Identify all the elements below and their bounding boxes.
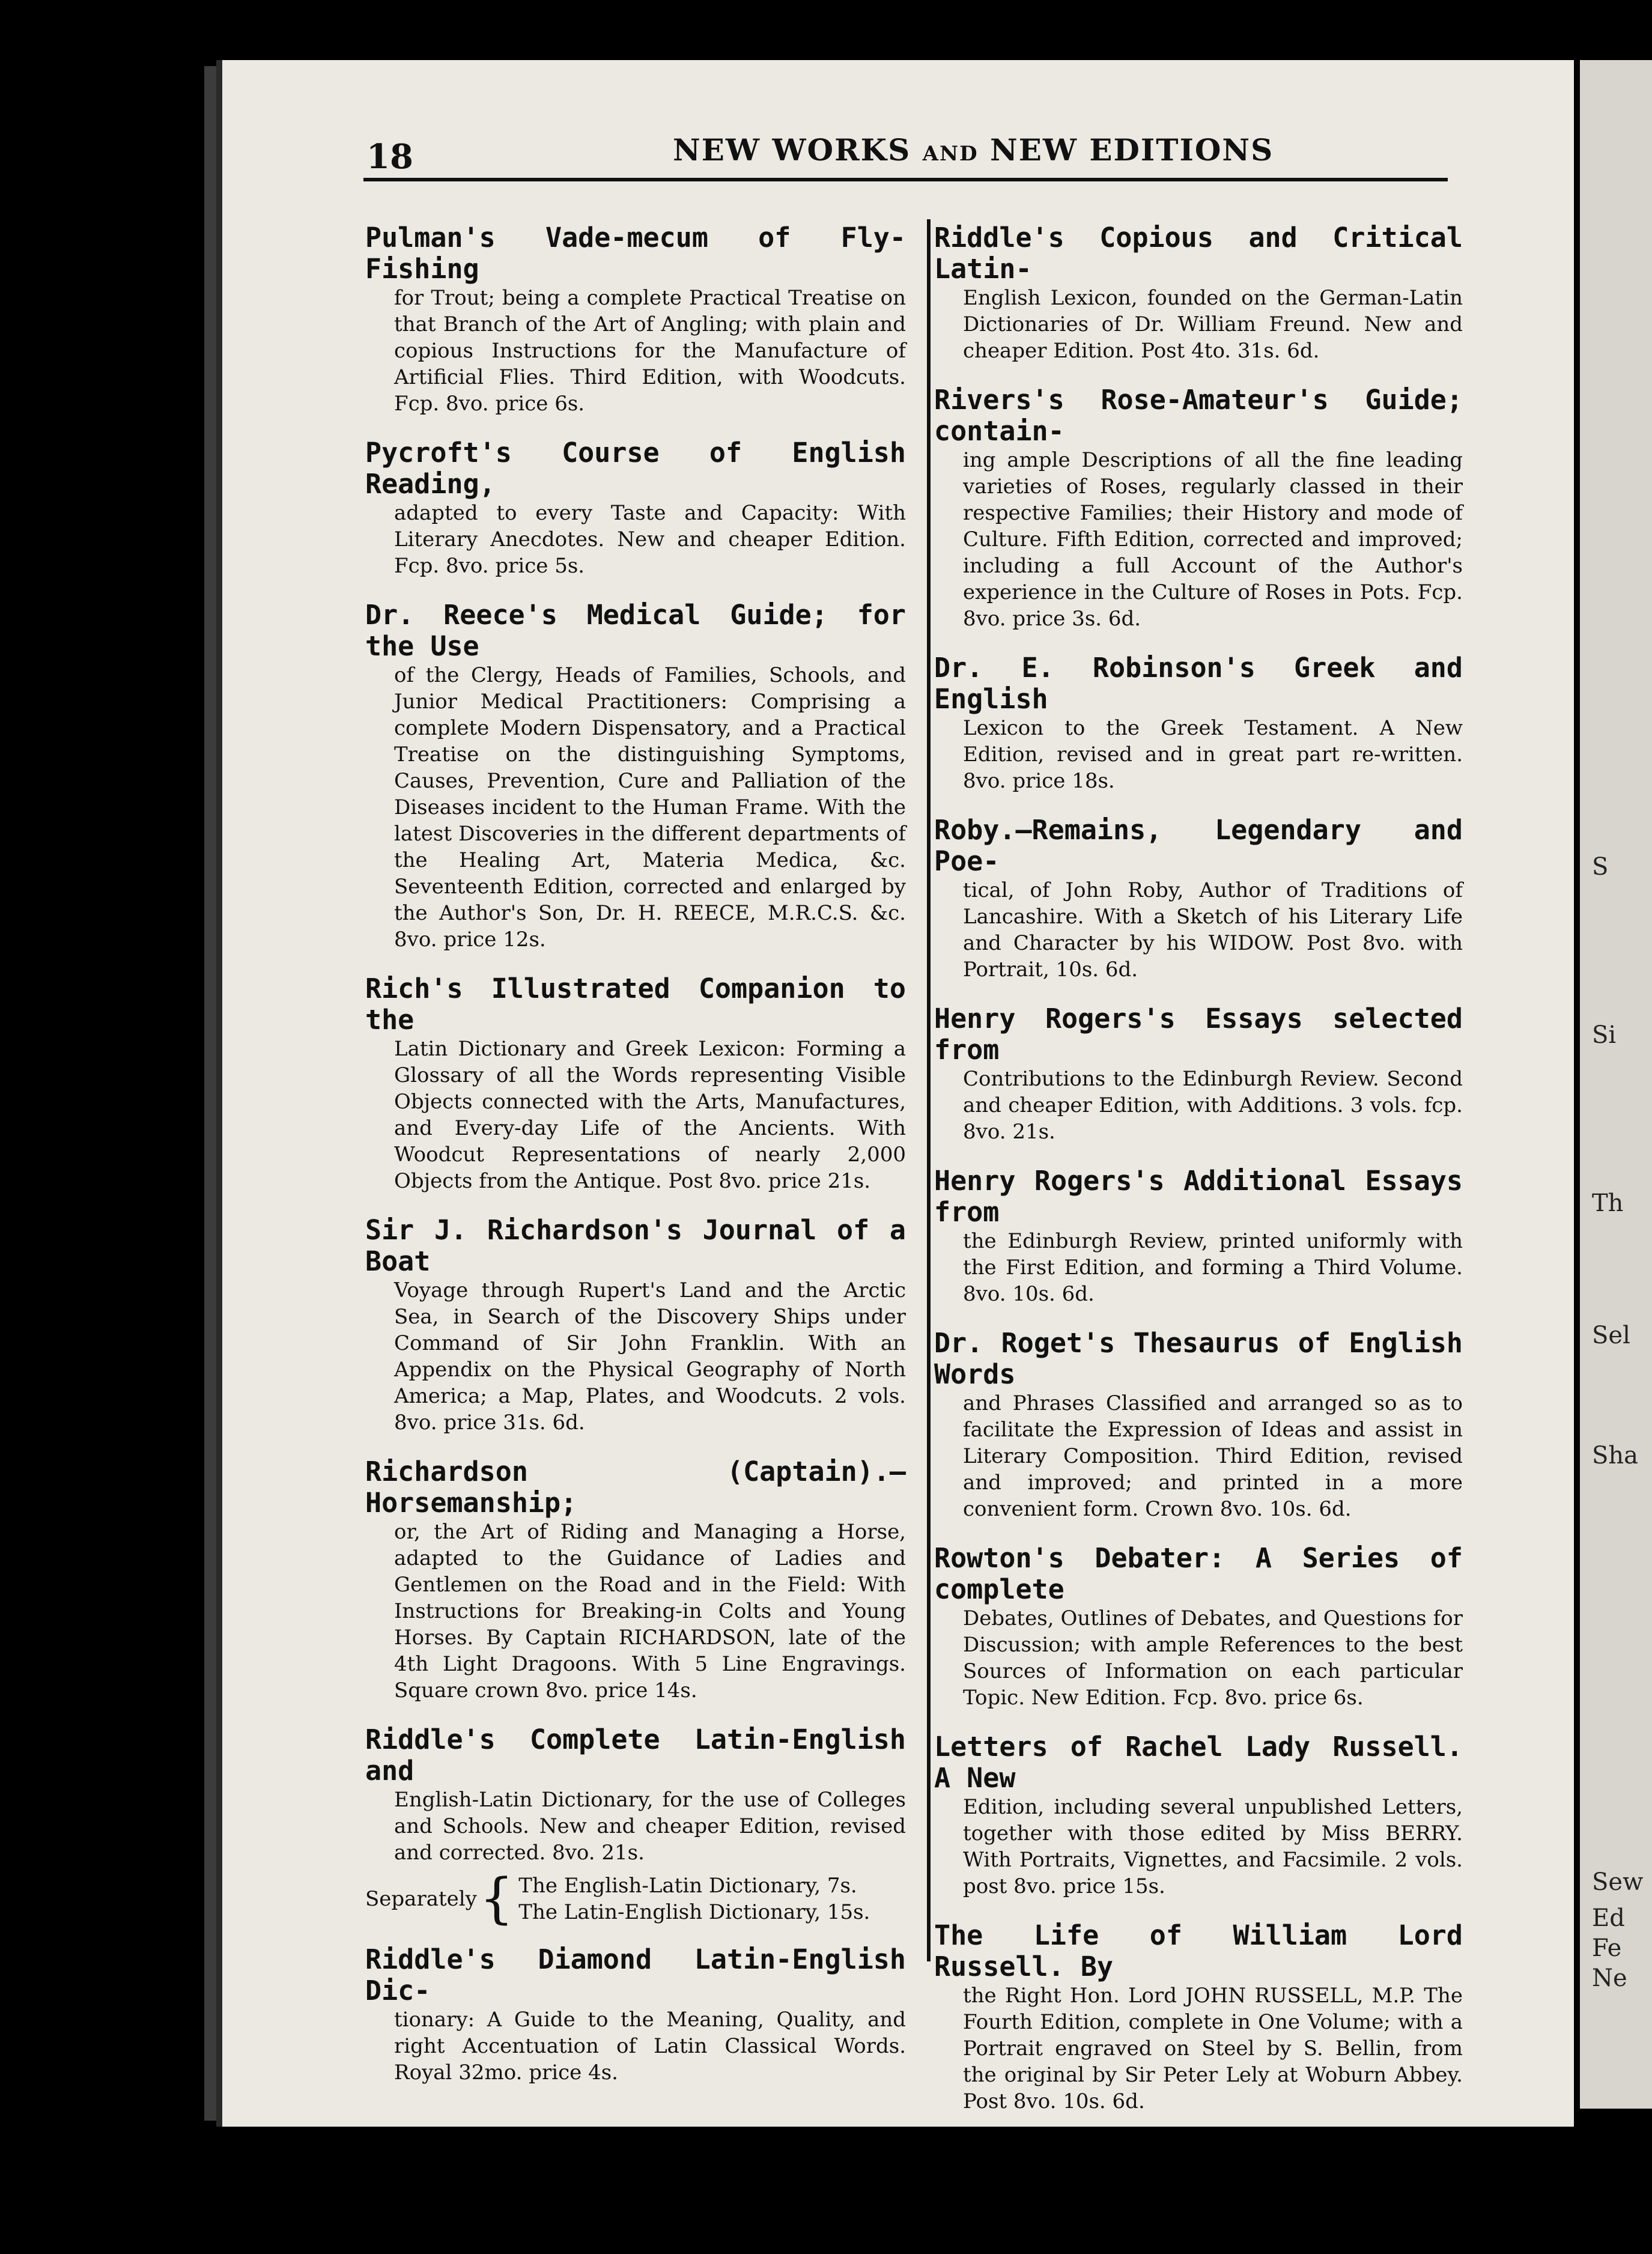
left-column	[365, 222, 906, 2106]
entry-heading: The Life of William Lord Russell. By	[934, 1919, 1463, 1982]
entry-heading: Pycroft's Course of English Reading,	[365, 437, 906, 500]
catalog-entry	[934, 1731, 1463, 1900]
separately-item: The English-Latin Dictionary, 7s.	[518, 1874, 857, 1898]
separately-label: Separately	[365, 1887, 477, 1911]
catalog-entry	[934, 1543, 1463, 1711]
running-head	[673, 132, 1274, 168]
facing-page-fragment: Ne	[1592, 1964, 1627, 1992]
entry-heading: Richardson (Captain).—Horsemanship;	[365, 1456, 906, 1519]
entry-heading: Dr. Reece's Medical Guide; for the Use	[365, 599, 906, 662]
catalog-entry	[934, 222, 1463, 364]
entry-body: ing ample Descriptions of all the fine leading varieties of Roses, regularly classed in their respective Families; their History and mode of Culture. Fifth Edition, corrected and improved; including a full Account of the Author's experience in the Culture of Roses in Pots. Fcp. 8vo. price 3s. 6d.	[963, 448, 1463, 631]
catalog-entry	[934, 384, 1463, 632]
catalog-entry	[934, 1165, 1463, 1307]
entry-body: tionary: A Guide to the Meaning, Quality, and right Accentuation of Latin Classical Words. Royal 32mo. price 4s.	[394, 2008, 906, 2085]
brace-glyph: {	[479, 1867, 514, 1930]
entry-heading: Rivers's Rose-Amateur's Guide; contain-	[934, 384, 1463, 447]
entry-heading: Dr. E. Robinson's Greek and English	[934, 652, 1463, 715]
catalog-entry	[365, 973, 906, 1194]
entry-body: English Lexicon, founded on the German-Latin Dictionaries of Dr. William Freund. New and cheaper Edition. Post 4to. 31s. 6d.	[963, 286, 1463, 363]
entry-body: and Phrases Classified and arranged so as to facilitate the Expression of Ideas and assist in Literary Composition. Third Edition, revised and improved; and printed in a more convenient form. Crown 8vo. 10s. 6d.	[963, 1391, 1463, 1521]
entry-heading: Riddle's Diamond Latin-English Dic-	[365, 1943, 906, 2006]
entry-body: of the Clergy, Heads of Families, Schools, and Junior Medical Practitioners: Comprising a complete Modern Dispensatory, and a Practical Treatise on the distinguishing Symptoms, Causes, Prevention, Cure and Palliation of the Diseases incident to the Human Frame. With the latest Discoveries in the different departments of the Healing Art, Materia Medica, &c. Seventeenth Edition, corrected and enlarged by the Author's Son, Dr. H. REECE, M.R.C.S. &c. 8vo. price 12s.	[394, 663, 906, 952]
separately-item: The Latin-English Dictionary, 15s.	[518, 1900, 870, 1924]
facing-page-fragment: Sha	[1592, 1442, 1639, 1469]
running-head-part2: NEW EDITIONS	[990, 132, 1274, 168]
entry-body: Voyage through Rupert's Land and the Arctic Sea, in Search of the Discovery Ships under Command of Sir John Franklin. With an Appendix on the Physical Geography of North America; a Map, Plates, and Woodcuts. 2 vols. 8vo. price 31s. 6d.	[394, 1278, 906, 1435]
entry-body: adapted to every Taste and Capacity: With Literary Anecdotes. New and cheaper Edition. Fcp. 8vo. price 5s.	[394, 501, 906, 578]
catalog-entry	[365, 1215, 906, 1436]
facing-page-fragment: Sel	[1592, 1322, 1630, 1349]
facing-page-fragment: Si	[1592, 1021, 1617, 1049]
entry-body: Latin Dictionary and Greek Lexicon: Forming a Glossary of all the Words representing Visible Objects connected with the Arts, Manufactures, and Every-day Life of the Ancients. With Woodcut Representations of nearly 2,000 Objects from the Antique. Post 8vo. price 21s.	[394, 1037, 906, 1193]
entry-heading: Henry Rogers's Essays selected from	[934, 1003, 1463, 1066]
entry-heading: Letters of Rachel Lady Russell. A New	[934, 1731, 1463, 1794]
entry-body: tical, of John Roby, Author of Traditions of Lancashire. With a Sketch of his Literary Life and Character by his WIDOW. Post 8vo. with Portrait, 10s. 6d.	[963, 878, 1463, 982]
page-number: 18	[366, 137, 413, 177]
entry-heading: Rowton's Debater: A Series of complete	[934, 1542, 1463, 1605]
facing-page-fragment: Fe	[1592, 1934, 1622, 1962]
facing-page-fragment: Ed	[1592, 1904, 1625, 1932]
catalog-entry	[365, 600, 906, 953]
catalog-entry	[365, 1944, 906, 2086]
catalog-entry	[365, 1724, 906, 1866]
catalog-entry	[365, 437, 906, 579]
entry-body: or, the Art of Riding and Managing a Horse, adapted to the Guidance of Ladies and Gentlemen on the Road and in the Field: With Instructions for Breaking-in Colts and Young Horses. By Captain RICHARDSON, late of the 4th Light Dragoons. With 5 Line Engravings. Square crown 8vo. price 14s.	[394, 1520, 906, 1703]
entry-body: English-Latin Dictionary, for the use of Colleges and Schools. New and cheaper Edition, revised and corrected. 8vo. 21s.	[394, 1788, 906, 1865]
facing-page-fragment: Sew	[1592, 1868, 1644, 1896]
entry-body: the Edinburgh Review, printed uniformly with the First Edition, and forming a Third Volume. 8vo. 10s. 6d.	[963, 1229, 1463, 1306]
running-head-part1: NEW WORKS	[673, 132, 911, 168]
header-rule	[363, 178, 1448, 181]
catalog-entry	[934, 652, 1463, 794]
catalog-entry	[934, 815, 1463, 983]
entry-heading: Dr. Roget's Thesaurus of English Words	[934, 1327, 1463, 1390]
entry-heading: Roby.—Remains, Legendary and Poe-	[934, 814, 1463, 877]
running-head-and: AND	[922, 142, 979, 166]
entry-body: Lexicon to the Greek Testament. A New Edition, revised and in great part re-written. 8vo. price 18s.	[963, 716, 1463, 793]
catalog-entry	[934, 1328, 1463, 1522]
entry-heading: Pulman's Vade-mecum of Fly-Fishing	[365, 222, 906, 285]
facing-page-fragment: S	[1592, 853, 1609, 881]
catalog-entry	[365, 222, 906, 417]
separately-items	[518, 1873, 870, 1925]
entry-body: Contributions to the Edinburgh Review. Second and cheaper Edition, with Additions. 3 vols. fcp. 8vo. 21s.	[963, 1067, 1463, 1144]
facing-page-fragment: Th	[1592, 1189, 1624, 1217]
catalog-entry	[365, 1456, 906, 1704]
entry-heading: Rich's Illustrated Companion to the	[365, 973, 906, 1036]
right-column	[934, 222, 1463, 2135]
column-rule	[927, 219, 931, 1961]
catalog-entry	[934, 1920, 1463, 2115]
entry-body: Edition, including several unpublished Letters, together with those edited by Miss BERRY. With Portraits, Vignettes, and Facsimile. 2 vols. post 8vo. price 15s.	[963, 1795, 1463, 1898]
catalog-entry	[934, 1003, 1463, 1145]
entry-heading: Henry Rogers's Additional Essays from	[934, 1165, 1463, 1228]
separately-block	[365, 1867, 906, 1930]
facing-page-edge	[1580, 60, 1652, 2109]
entry-heading: Riddle's Complete Latin-English and	[365, 1724, 906, 1787]
entry-body: for Trout; being a complete Practical Treatise on that Branch of the Art of Angling; with plain and copious Instructions for the Manufacture of Artificial Flies. Third Edition, with Woodcuts. Fcp. 8vo. price 6s.	[394, 286, 906, 416]
entry-body: Debates, Outlines of Debates, and Questions for Discussion; with ample References to the best Sources of Information on each particular Topic. New Edition. Fcp. 8vo. price 6s.	[963, 1606, 1463, 1710]
entry-heading: Sir J. Richardson's Journal of a Boat	[365, 1214, 906, 1277]
entry-heading: Riddle's Copious and Critical Latin-	[934, 222, 1463, 285]
entry-body: the Right Hon. Lord JOHN RUSSELL, M.P. The Fourth Edition, complete in One Volume; with a Portrait engraved on Steel by S. Bellin, from the original by Sir Peter Lely at Woburn Abbey. Post 8vo. 10s. 6d.	[963, 1984, 1463, 2113]
